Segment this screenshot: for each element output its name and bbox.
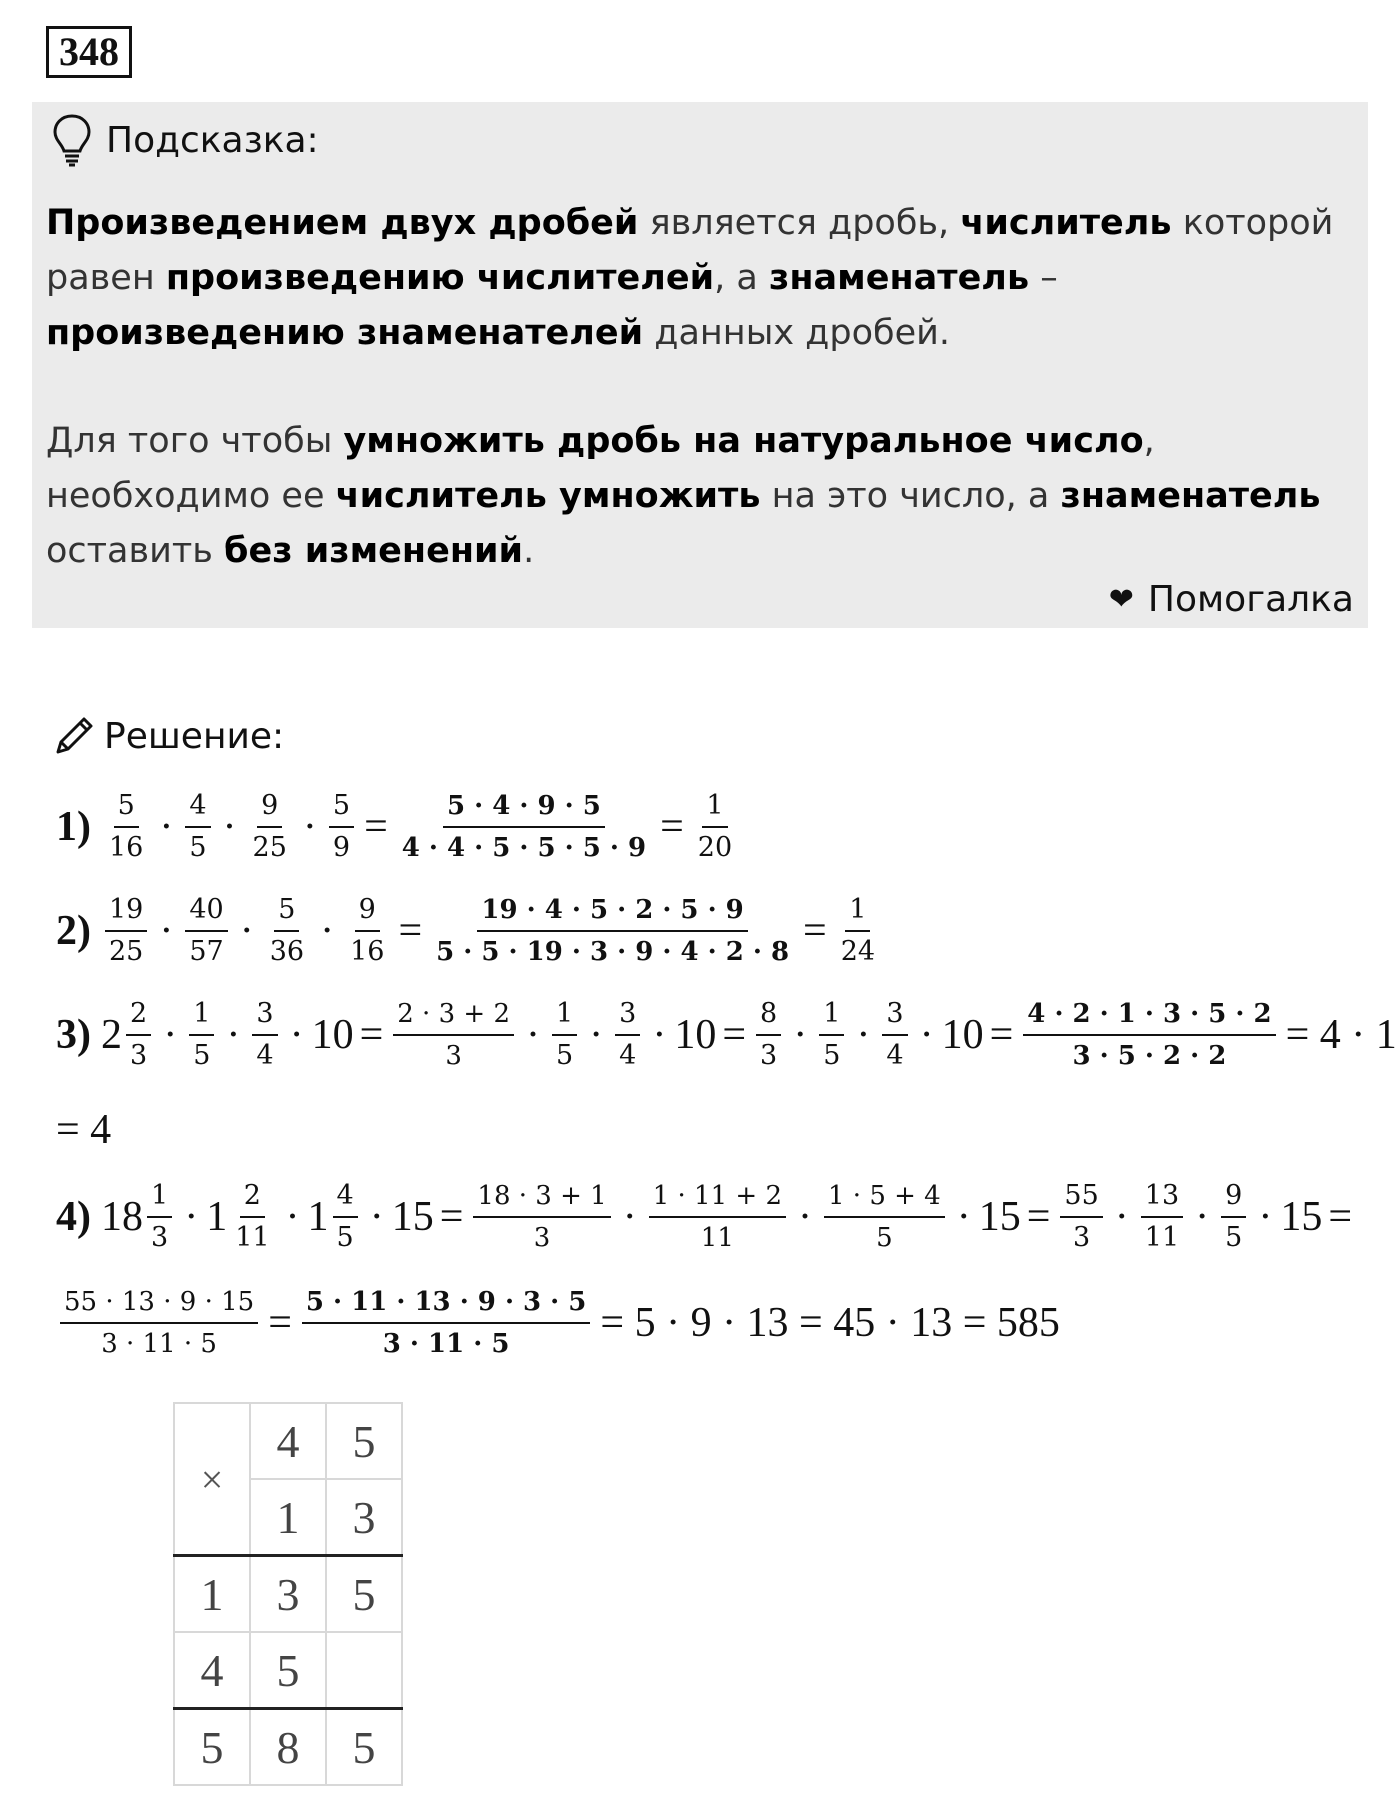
fraction: 13 11	[1141, 1176, 1183, 1258]
result-fraction: $\frac{1}{24}$	[837, 890, 879, 972]
fraction: $\frac{55}{3}$	[1060, 1176, 1102, 1258]
number: 10	[311, 1012, 354, 1058]
brand	[1109, 576, 1354, 622]
times-sign: ×	[174, 1403, 250, 1556]
fraction: 9 25	[249, 786, 291, 868]
hint-term: числитель	[960, 203, 1172, 243]
solution-row-1: 1) 5 16 · 4 5 · 9 25 · $\frac{5}{9}$ = $\frac{5 \cdot 4 \cdot 9 \cdot 5}{4 \cdot 4 \cdot 5 \cdot 5 \cdot 5 \cdot 9}$ = $\frac{1}{20}$	[56, 786, 740, 868]
fraction: $\frac{8}{3}$	[756, 994, 781, 1076]
digit-cell: 3	[326, 1479, 402, 1556]
combined-fraction: $\frac{5 \cdot 11 \cdot 13 \cdot 9 \cdot 3 \cdot 5}{3 \cdot 11 \cdot 5}$	[302, 1282, 591, 1364]
equation-continuation: = 4	[56, 1107, 112, 1153]
whole-part: 1	[307, 1194, 329, 1240]
fraction: 2 11	[231, 1176, 273, 1258]
number: 15	[978, 1194, 1021, 1240]
solution-row-4-continued: $\frac{55 \cdot 13 \cdot 9 \cdot 15}{3 \cdot 11 \cdot 5}$ = $\frac{5 \cdot 11 \cdot 13 \cdot 9 \cdot 3 \cdot 5}{3 \cdot 11 \cdot 5}$ = 5 · 9 · 13 = 45 · 13 = 585	[56, 1282, 1066, 1364]
item-number: 4)	[56, 1194, 91, 1240]
hint-term: числитель умножить	[335, 476, 761, 516]
hint-term: Произведением двух дробей	[46, 203, 639, 243]
fraction: $\frac{2 \cdot 3 + 2}{3}$	[393, 994, 514, 1076]
pencil-icon	[50, 712, 98, 760]
digit-cell: 4	[174, 1632, 250, 1709]
item-number: 3)	[56, 1012, 91, 1058]
digit-cell: 1	[174, 1556, 250, 1633]
digit-cell: 5	[326, 1403, 402, 1479]
hint-text: Для того чтобы	[46, 421, 344, 461]
digit-cell	[326, 1632, 402, 1709]
whole-part: 1	[206, 1194, 228, 1240]
fraction: 1 · 5 + 4 5	[824, 1176, 945, 1258]
result-fraction: $\frac{1}{20}$	[694, 786, 736, 868]
hint-text: на это число, а	[760, 476, 1061, 516]
combined-fraction: $\frac{5 \cdot 4 \cdot 9 \cdot 5}{4 \cdot 4 \cdot 5 \cdot 5 \cdot 5 \cdot 9}$	[398, 786, 650, 868]
fraction: 40 57	[185, 890, 227, 972]
digit-cell: 5	[326, 1709, 402, 1786]
solution-row-3: 3) 2 2 3 · 1 5 · 3 4 · 10 = $\frac{2 \cdot 3 + 2}{3}$ · 1 5 · 3 4 · 10 = $\frac{8}{3}$ · 1 5 · 3 4 · 10 = $\frac{4 \cdot 2 \cdot 1 \cdot 3 \cdot 5 \cdot 2}{3 \cdot 5 \cdot 2 \cdot 2}$ = 4 · 1	[56, 994, 1400, 1076]
equation-tail: = 4 · 1	[1285, 1012, 1397, 1058]
final-result: = 5 · 9 · 13 = 45 · 13 = 585	[600, 1300, 1060, 1346]
hint-term: знаменатель	[769, 258, 1030, 298]
hint-text: является дробь,	[638, 203, 961, 243]
brand-name: Помогалка	[1147, 578, 1354, 620]
fraction: 5 36	[266, 890, 308, 972]
hint-term: знаменатель	[1060, 476, 1321, 516]
solution-row-2: 2) 19 25 · 40 57 · 5 36 · $\frac{9}{16}$ = $\frac{19 \cdot 4 \cdot 5 \cdot 2 \cdot 5 \cdot 9}{5 \cdot 5 \cdot 19 \cdot 3 \cdot 9 \cdot 4 \cdot 2 \cdot 8}$ = $\frac{1}{24}$	[56, 890, 883, 972]
digit-cell: 5	[174, 1709, 250, 1786]
hint-term: умножить дробь на натуральное число	[343, 421, 1144, 461]
digit-cell: 1	[250, 1479, 326, 1556]
hint-text: оставить	[46, 531, 225, 571]
fraction: 1 5	[552, 994, 577, 1076]
hint-term: без изменений	[224, 531, 524, 571]
fraction: 1 · 11 + 2 11	[649, 1176, 786, 1258]
hint-text: –	[1029, 258, 1058, 298]
fraction: 1 5	[189, 994, 214, 1076]
fraction: 2 3	[126, 994, 151, 1076]
whole-part: 2	[101, 1012, 122, 1058]
task-number: 348	[46, 26, 132, 78]
fraction: 19 25	[105, 890, 147, 972]
fraction: $\frac{9}{16}$	[346, 890, 388, 972]
column-multiplication	[173, 1402, 403, 1786]
combined-fraction: $\frac{19 \cdot 4 \cdot 5 \cdot 2 \cdot 5 \cdot 9}{5 \cdot 5 \cdot 19 \cdot 3 \cdot 9 \cdot 4 \cdot 2 \cdot 8}$	[432, 890, 793, 972]
number: 15	[391, 1194, 434, 1240]
digit-cell: 8	[250, 1709, 326, 1786]
hint-text: .	[523, 531, 535, 571]
fraction: $\frac{18 \cdot 3 + 1}{3}$	[473, 1176, 610, 1258]
number: 10	[674, 1012, 717, 1058]
hint-term: произведению знаменателей	[46, 313, 644, 353]
fraction: $\frac{55 \cdot 13 \cdot 9 \cdot 15}{3 \cdot 11 \cdot 5}$	[60, 1282, 258, 1364]
fraction: 5 16	[105, 786, 147, 868]
number: 15	[1280, 1194, 1323, 1240]
digit-cell: 3	[250, 1556, 326, 1633]
fraction: 4 5	[185, 786, 210, 868]
hint-paragraph-1	[46, 196, 1346, 361]
item-number: 1)	[56, 804, 91, 850]
hint-title-text: Подсказка:	[106, 119, 319, 161]
fraction: 1 3	[147, 1176, 172, 1258]
fraction: 3 4	[615, 994, 640, 1076]
hint-text: которой равен	[46, 203, 1334, 298]
digit-cell: 5	[250, 1632, 326, 1709]
hint-text: данных дробей.	[643, 313, 950, 353]
fraction: 3 4	[252, 994, 277, 1076]
combined-fraction: $\frac{4 \cdot 2 \cdot 1 \cdot 3 \cdot 5 \cdot 2}{3 \cdot 5 \cdot 2 \cdot 2}$	[1023, 994, 1275, 1076]
hint-title	[52, 112, 319, 168]
number: 10	[941, 1012, 984, 1058]
item-number: 2)	[56, 908, 91, 954]
fraction: 9 5	[1221, 1176, 1246, 1258]
fraction: $\frac{5}{9}$	[329, 786, 354, 868]
fraction: 4 5	[333, 1176, 358, 1258]
hint-paragraph-2	[46, 414, 1346, 579]
solution-row-3-continued	[56, 1106, 111, 1154]
lightbulb-icon	[52, 113, 92, 167]
hint-text: , необходимо ее	[46, 421, 1155, 516]
digit-cell: 5	[326, 1556, 402, 1633]
whole-part: 18	[101, 1194, 143, 1240]
solution-row-4: 4) 18 1 3 · 1 2 11 · 1 4 5 · 15 = $\frac{18 \cdot 3 + 1}{3}$ · 1 · 11 + 2 11 · 1 · 5 + 4 5 · 15 = $\frac{55}{3}$ · 13 11 · 9 5 · 15 =	[56, 1176, 1358, 1258]
solution-title-text: Решение:	[104, 715, 285, 757]
hint-text: , а	[714, 258, 769, 298]
hint-term: произведению числителей	[165, 258, 715, 298]
solution-title	[50, 708, 284, 764]
digit-cell: 4	[250, 1403, 326, 1479]
fraction: 3 4	[882, 994, 907, 1076]
heart-icon: ❤	[1108, 581, 1134, 617]
fraction: 1 5	[819, 994, 844, 1076]
